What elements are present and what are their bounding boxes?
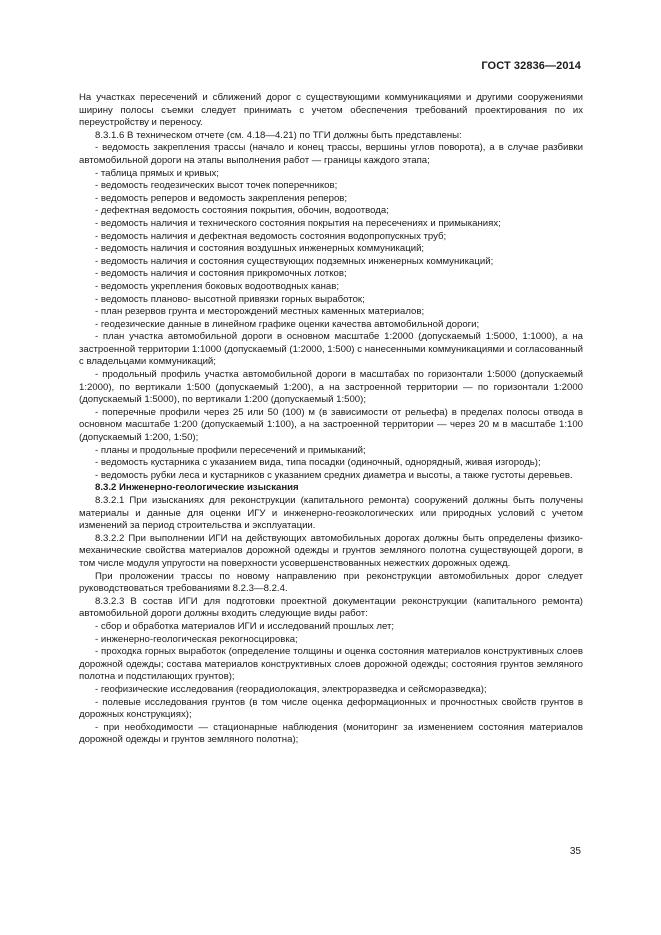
body-text — [79, 92, 583, 747]
list-item: - планы и продольные профили пересечений и примыканий; — [95, 444, 366, 456]
list-item: - ведомость закрепления трассы (начало и конец трассы, вершины углов поворота), а в случае разбивки автомобильной дороги на этапы выполнения работ — границы каждого этапа; — [79, 142, 583, 166]
list-item: - дефектная ведомость состояния покрытия, обочин, водоотвода; — [95, 205, 389, 217]
paragraph: 8.3.2.3 В состав ИГИ для подготовки проектной документации реконструкции (капитального ремонта) автомобильной дороги должны входить следующие виды работ: — [79, 595, 583, 620]
list-item: - ведомость укрепления боковых водоотводных канав; — [95, 280, 340, 292]
list-item: - ведомость наличия и состояния прикромочных лотков; — [95, 268, 347, 280]
list-item: - при необходимости — стационарные наблюдения (мониторинг за изменением состояния материалов дорожной одежды и грунтов земляного полотна); — [79, 721, 583, 746]
list-item: - инженерно-геологическая рекогносцировка; — [95, 633, 298, 645]
list-item: - ведомость реперов и ведомость закрепления реперов; — [95, 192, 348, 204]
list-item: - проходка горных выработок (определение толщины и оценка состояния материалов конструктивных слоев дорожной одежды; состава материалов конструктивных слоев дорожной одежды; состояния грунтов земляного полотна и подстилающих грунтов); — [79, 646, 583, 683]
list-item: - геодезические данные в линейном графике оценки качества автомобильной дороги; — [95, 318, 480, 330]
list-item: - ведомость рубки леса и кустарников с указанием средних диаметра и высоты, а также густоты деревьев. — [95, 469, 573, 481]
list-item: - ведомость наличия и технического состояния покрытия на пересечениях и примыканиях; — [95, 217, 501, 229]
list-item: - сбор и обработка материалов ИГИ и исследований прошлых лет; — [95, 620, 395, 632]
list-item: - план участка автомобильной дороги в основном масштабе 1:2000 (допускаемый 1:5000, 1:1000), а на застроенной территории 1:1000 (допускаемый (1:2000, 1:500) с нанесенными коммуникациями и согласованный с владельцами коммуникаций; — [79, 331, 583, 368]
list-item: - ведомость планово- высотной привязки горных выработок; — [95, 293, 365, 305]
list-item: - геофизические исследования (георадиолокация, электроразведка и сейсморазведка); — [95, 683, 487, 695]
page-number: 35 — [569, 846, 581, 857]
list-item: - ведомость наличия и дефектная ведомость состояния водопропускных труб; — [95, 230, 447, 242]
section-heading: 8.3.2 Инженерно-геологические изыскания — [95, 482, 299, 494]
list-item: - поперечные профили через 25 или 50 (100) м (в зависимости от рельефа) в пределах полосы отвода в основном масштабе 1:200 (допускаемый 1:100), а на застроенной территории — через 20 м в масштабе 1:100 (допускаемый 1:200, 1:50); — [79, 406, 583, 444]
paragraph: 8.3.1.6 В техническом отчете (см. 4.18—4.21) по ТГИ должны быть представлены: — [95, 129, 462, 141]
list-item: - план резервов грунта и месторождений местных каменных материалов; — [95, 306, 425, 318]
list-item: - продольный профиль участка автомобильной дороги в масштабах по горизонтали 1:5000 (допускаемый 1:2000), по вертикали 1:500 (допускаемый 1:200), а на застроенной территории — по горизонтали 1:2000 (допускаемый 1:5000), по вертикали 1:200 (допускаемый 1:500); — [79, 369, 583, 406]
list-item: - ведомость наличия и состояния воздушных инженерных коммуникаций; — [95, 243, 425, 255]
list-item: - ведомость кустарника с указанием вида, типа посадки (одиночный, однорядный, живая изгородь); — [95, 457, 541, 469]
paragraph: 8.3.2.2 При выполнении ИГИ на действующих автомобильных дорогах должны быть определены физико-механические свойства материалов дорожной одежды и грунтов земляного полотна существующей дороги, в том числе модуля упругости на поверхности усовершенствованных нежестких дорожных одежд. — [79, 532, 583, 569]
list-item: - полевые исследования грунтов (в том числе оценка деформационных и прочностных свойств грунтов в дорожных конструкциях); — [79, 696, 583, 721]
list-item: - ведомость наличия и состояния существующих подземных инженерных коммуникаций; — [95, 255, 494, 267]
paragraph: 8.3.2.1 При изысканиях для реконструкции (капитального ремонта) сооружений должны быть получены материалы и данные для оценки ИГУ и инженерно-геоэкологических или природных условий с учетом изменений за период строительства и эксплуатации. — [79, 495, 583, 532]
paragraph: При проложении трассы по новому направлению при реконструкции автомобильных дорог следует руководствоваться требованиями 8.2.3—8.2.4. — [79, 570, 583, 595]
paragraph: На участках пересечений и сближений дорог с существующими коммуникациями и другими сооружениями ширину полосы съемки следует принимать с учетом обеспечения требований проектирования по их переустройству и переносу. — [79, 92, 583, 129]
list-item: - таблица прямых и кривых; — [95, 167, 219, 179]
document-id-header: ГОСТ 32836—2014 — [481, 60, 581, 72]
list-item: - ведомость геодезических высот точек поперечников; — [95, 180, 338, 192]
